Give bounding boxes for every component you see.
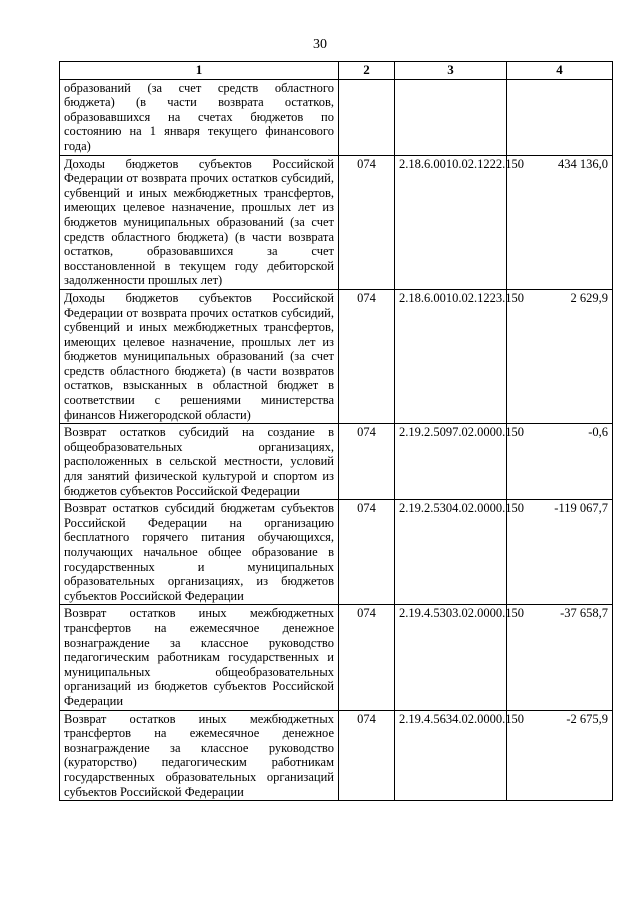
row-amount: -2 675,9 <box>507 710 613 801</box>
table-header-row <box>60 62 613 80</box>
table-row <box>60 710 613 801</box>
row-classification-code: 2.18.6.0010.02.1223.150 <box>395 289 507 423</box>
column-header-1: 1 <box>60 62 339 80</box>
row-amount <box>507 79 613 155</box>
table-row <box>60 500 613 605</box>
row-amount: -37 658,7 <box>507 605 613 710</box>
row-description: Возврат остатков субсидий бюджетам субъектов Российской Федерации на организацию бесплатного горячего питания обучающихся, получающих начальное общее образование в государственных и муниципальных образовательных организациях, из бюджетов субъектов Российской Федерации <box>60 500 339 605</box>
row-description: Доходы бюджетов субъектов Российской Федерации от возврата прочих остатков субсидий, субвенций и иных межбюджетных трансфертов, имеющих целевое назначение, прошлых лет из бюджетов муниципальных образований (за счет средств областного бюджета) (в части возврата остатков, образовавшихся за счет восстановленной в текущем году дебиторской задолженности прошлых лет) <box>60 155 339 289</box>
column-header-2: 2 <box>339 62 395 80</box>
table-row <box>60 424 613 500</box>
row-description: Возврат остатков иных межбюджетных трансфертов на ежемесячное денежное вознаграждение за классное руководство педагогическим работникам государственных и муниципальных общеобразовательных организаций из бюджетов субъектов Российской Федерации <box>60 605 339 710</box>
row-amount: 2 629,9 <box>507 289 613 423</box>
budget-revenue-table <box>59 61 613 801</box>
row-amount: 434 136,0 <box>507 155 613 289</box>
row-description: Доходы бюджетов субъектов Российской Федерации от возврата прочих остатков субсидий, субвенций и иных межбюджетных трансфертов, имеющих целевое назначение, прошлых лет из бюджетов муниципальных образований (за счет средств областного бюджета) (в части возвратов остатков, взысканных в областной бюджет в соответствии с решениями министерства финансов Нижегородской области) <box>60 289 339 423</box>
page-number: 30 <box>313 37 327 52</box>
row-description: Возврат остатков иных межбюджетных трансфертов на ежемесячное денежное вознаграждение за классное руководство (кураторство) педагогическим работникам государственных образовательных организаций субъектов Российской Федерации <box>60 710 339 801</box>
table-row <box>60 289 613 423</box>
row-admin-code: 074 <box>339 424 395 500</box>
row-description: образований (за счет средств областного бюджета) (в части возврата остатков, образовавшихся на счетах бюджетов по состоянию на 1 января текущего финансового года) <box>60 79 339 155</box>
row-classification-code: 2.19.4.5303.02.0000.150 <box>395 605 507 710</box>
table-row <box>60 79 613 155</box>
column-header-4: 4 <box>507 62 613 80</box>
row-classification-code: 2.18.6.0010.02.1222.150 <box>395 155 507 289</box>
table-row <box>60 155 613 289</box>
row-amount: -119 067,7 <box>507 500 613 605</box>
row-admin-code: 074 <box>339 500 395 605</box>
row-admin-code: 074 <box>339 605 395 710</box>
row-admin-code: 074 <box>339 155 395 289</box>
row-classification-code: 2.19.2.5097.02.0000.150 <box>395 424 507 500</box>
row-admin-code: 074 <box>339 710 395 801</box>
row-amount: -0,6 <box>507 424 613 500</box>
row-admin-code <box>339 79 395 155</box>
row-classification-code <box>395 79 507 155</box>
table-row <box>60 605 613 710</box>
row-description: Возврат остатков субсидий на создание в общеобразовательных организациях, расположенных в сельской местности, условий для занятий физической культурой и спортом из бюджетов субъектов Российской Федерации <box>60 424 339 500</box>
row-admin-code: 074 <box>339 289 395 423</box>
row-classification-code: 2.19.2.5304.02.0000.150 <box>395 500 507 605</box>
column-header-3: 3 <box>395 62 507 80</box>
row-classification-code: 2.19.4.5634.02.0000.150 <box>395 710 507 801</box>
